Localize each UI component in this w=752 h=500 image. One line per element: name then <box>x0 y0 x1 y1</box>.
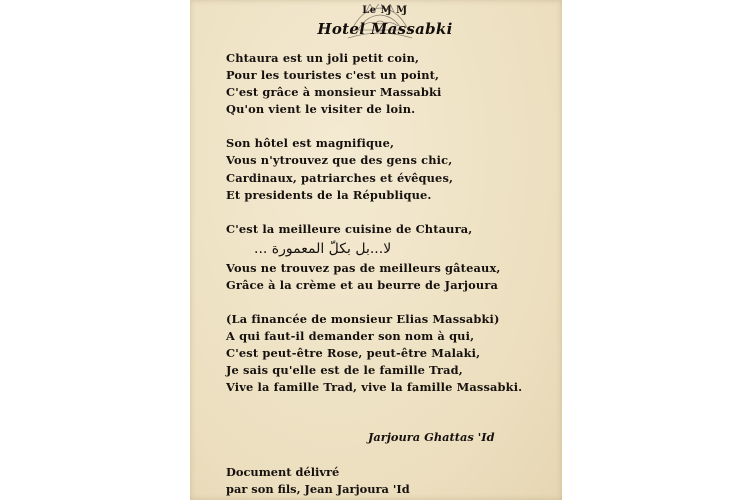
document-page <box>190 0 562 500</box>
poem-line: Cardinaux, patriarches et évêques, <box>226 170 454 185</box>
letterhead <box>310 4 460 44</box>
poem-line: Grâce à la crème et au beurre de Jarjoura <box>226 277 499 292</box>
stanza-1 <box>226 50 556 118</box>
poem-line: (La financée de monsieur Elias Massabki) <box>226 312 500 327</box>
footer-note <box>226 464 410 498</box>
poem-line: C'est peut-être Rose, peut-être Malaki, <box>226 346 481 361</box>
poem-line-arabic: لا...بل بكلّ المعمورة ... <box>254 240 392 257</box>
poem-line: Je sais qu'elle est de le famille Trad, <box>226 363 463 378</box>
poem-line: Pour les touristes c'est un point, <box>226 68 440 83</box>
poem-line: C'est grâce à monsieur Massabki <box>226 85 442 100</box>
poem-line: A qui faut-il demander son nom à qui, <box>226 329 475 344</box>
poem-line: Et presidents de la République. <box>226 187 432 202</box>
poem-line: Vous ne trouvez pas de meilleurs gâteaux, <box>226 260 501 275</box>
poem-line: C'est la meilleure cuisine de Chtaura, <box>226 221 473 236</box>
poem-line: Son hôtel est magnifique, <box>226 136 395 151</box>
stanza-3 <box>226 221 556 294</box>
poem-line: Qu'on vient le visiter de loin. <box>226 102 416 117</box>
poem <box>226 50 556 397</box>
poem-line: Chtaura est un joli petit coin, <box>226 51 420 65</box>
stanza-4 <box>226 311 556 396</box>
author-signature: Jarjoura Ghattas 'Id <box>368 430 495 444</box>
poem-line: Vive la famille Trad, vive la famille Massabki. <box>226 380 523 395</box>
letterhead-small-text: Le Ɱ Ɱ <box>362 5 408 16</box>
stanza-2 <box>226 135 556 203</box>
poem-line: Vous n'ytrouvez que des gens chic, <box>226 153 453 168</box>
footer-line-2: par son fils, Jean Jarjoura 'Id <box>226 482 410 497</box>
footer-line-1: Document délivré <box>226 465 340 479</box>
letterhead-title: Hotel Massabki <box>317 20 453 38</box>
